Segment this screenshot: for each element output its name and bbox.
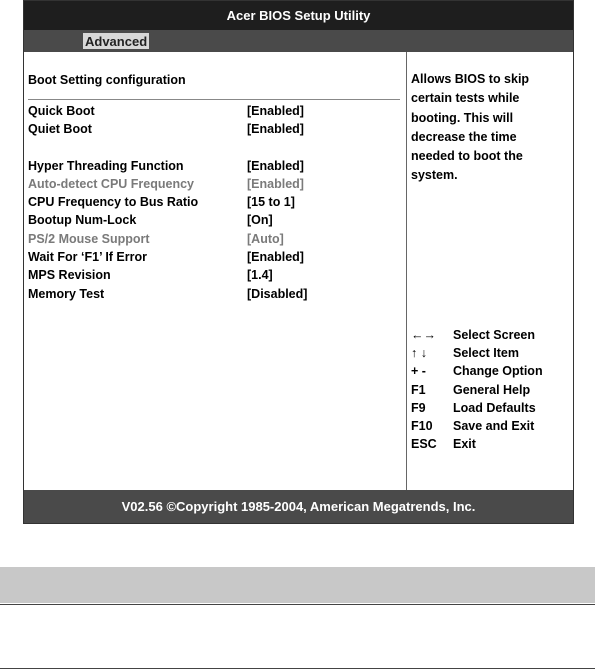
up-down-arrow-icon: ↑ ↓ — [411, 346, 427, 360]
setting-value: [Enabled] — [247, 177, 304, 191]
help-text — [411, 70, 551, 186]
key-label: F10 — [411, 419, 433, 433]
copyright-footer: V02.56 ©Copyright 1985-2004, American Megatrends, Inc. — [24, 490, 573, 523]
setting-value: [Auto] — [247, 232, 284, 246]
help-pane — [406, 52, 573, 492]
setting-label: Quick Boot — [28, 104, 95, 118]
setting-label: CPU Frequency to Bus Ratio — [28, 195, 199, 209]
bios-window — [23, 0, 574, 524]
setting-value[interactable]: [Enabled] — [247, 159, 304, 173]
setting-hyper-threading[interactable] — [28, 159, 400, 177]
setting-value[interactable]: [Disabled] — [247, 287, 308, 301]
section-title: Boot Setting configuration — [28, 73, 186, 87]
help-line: booting. This will — [411, 110, 514, 125]
key-label: + - — [411, 364, 426, 378]
menu-bar — [24, 30, 573, 52]
key-desc: Load Defaults — [453, 401, 536, 415]
setting-value[interactable]: [On] — [247, 213, 273, 227]
setting-label: MPS Revision — [28, 268, 111, 282]
key-desc: Select Item — [453, 346, 520, 360]
setting-value[interactable]: [15 to 1] — [247, 195, 295, 209]
setting-value[interactable]: [Enabled] — [247, 250, 304, 264]
setting-auto-detect-cpu-frequency — [28, 177, 400, 195]
setting-value[interactable]: [Enabled] — [247, 122, 304, 136]
key-desc: Save and Exit — [453, 419, 535, 433]
setting-wait-for-f1[interactable] — [28, 250, 400, 268]
setting-bootup-num-lock[interactable] — [28, 213, 400, 231]
setting-cpu-bus-ratio[interactable] — [28, 195, 400, 213]
setting-mps-revision[interactable] — [28, 268, 400, 286]
setting-value[interactable]: [Enabled] — [247, 104, 304, 118]
table-divider-bottom — [0, 668, 595, 669]
key-label: F1 — [411, 383, 426, 397]
help-line: Allows BIOS to skip — [411, 72, 530, 86]
key-label: ESC — [411, 437, 437, 451]
key-label: F9 — [411, 401, 426, 415]
key-general-help — [411, 383, 571, 401]
key-desc: Change Option — [453, 364, 543, 378]
setting-label: PS/2 Mouse Support — [28, 232, 150, 246]
tab-advanced[interactable]: Advanced — [85, 34, 148, 49]
setting-label: Quiet Boot — [28, 122, 92, 136]
table-divider-top — [0, 604, 595, 605]
key-desc: General Help — [453, 383, 531, 397]
section-divider — [28, 99, 400, 100]
bios-title: Acer BIOS Setup Utility — [24, 1, 573, 30]
key-save-exit — [411, 419, 571, 437]
key-load-defaults — [411, 401, 571, 419]
setting-label: Bootup Num-Lock — [28, 213, 137, 227]
setting-label: Auto-detect CPU Frequency — [28, 177, 194, 191]
key-desc: Select Screen — [453, 328, 535, 342]
key-change-option — [411, 364, 571, 382]
setting-label: Wait For ‘F1’ If Error — [28, 250, 147, 264]
key-desc: Exit — [453, 437, 476, 451]
help-line: system. — [411, 168, 458, 183]
setting-memory-test[interactable] — [28, 287, 400, 305]
table-header-band — [0, 567, 595, 603]
help-line: decrease the time — [411, 129, 517, 144]
setting-value[interactable]: [1.4] — [247, 268, 273, 282]
key-select-item — [411, 346, 571, 364]
setting-quick-boot[interactable] — [28, 104, 400, 122]
setting-quiet-boot[interactable] — [28, 122, 400, 140]
setting-ps2-mouse-support — [28, 232, 400, 250]
help-line: needed to boot the — [411, 149, 523, 164]
setting-label: Hyper Threading Function — [28, 159, 184, 173]
help-line: certain tests while — [411, 91, 520, 106]
key-select-screen — [411, 328, 571, 346]
settings-pane — [24, 52, 406, 492]
key-exit — [411, 437, 571, 455]
left-right-arrow-icon: ←→ — [411, 328, 436, 342]
setting-label: Memory Test — [28, 287, 105, 301]
